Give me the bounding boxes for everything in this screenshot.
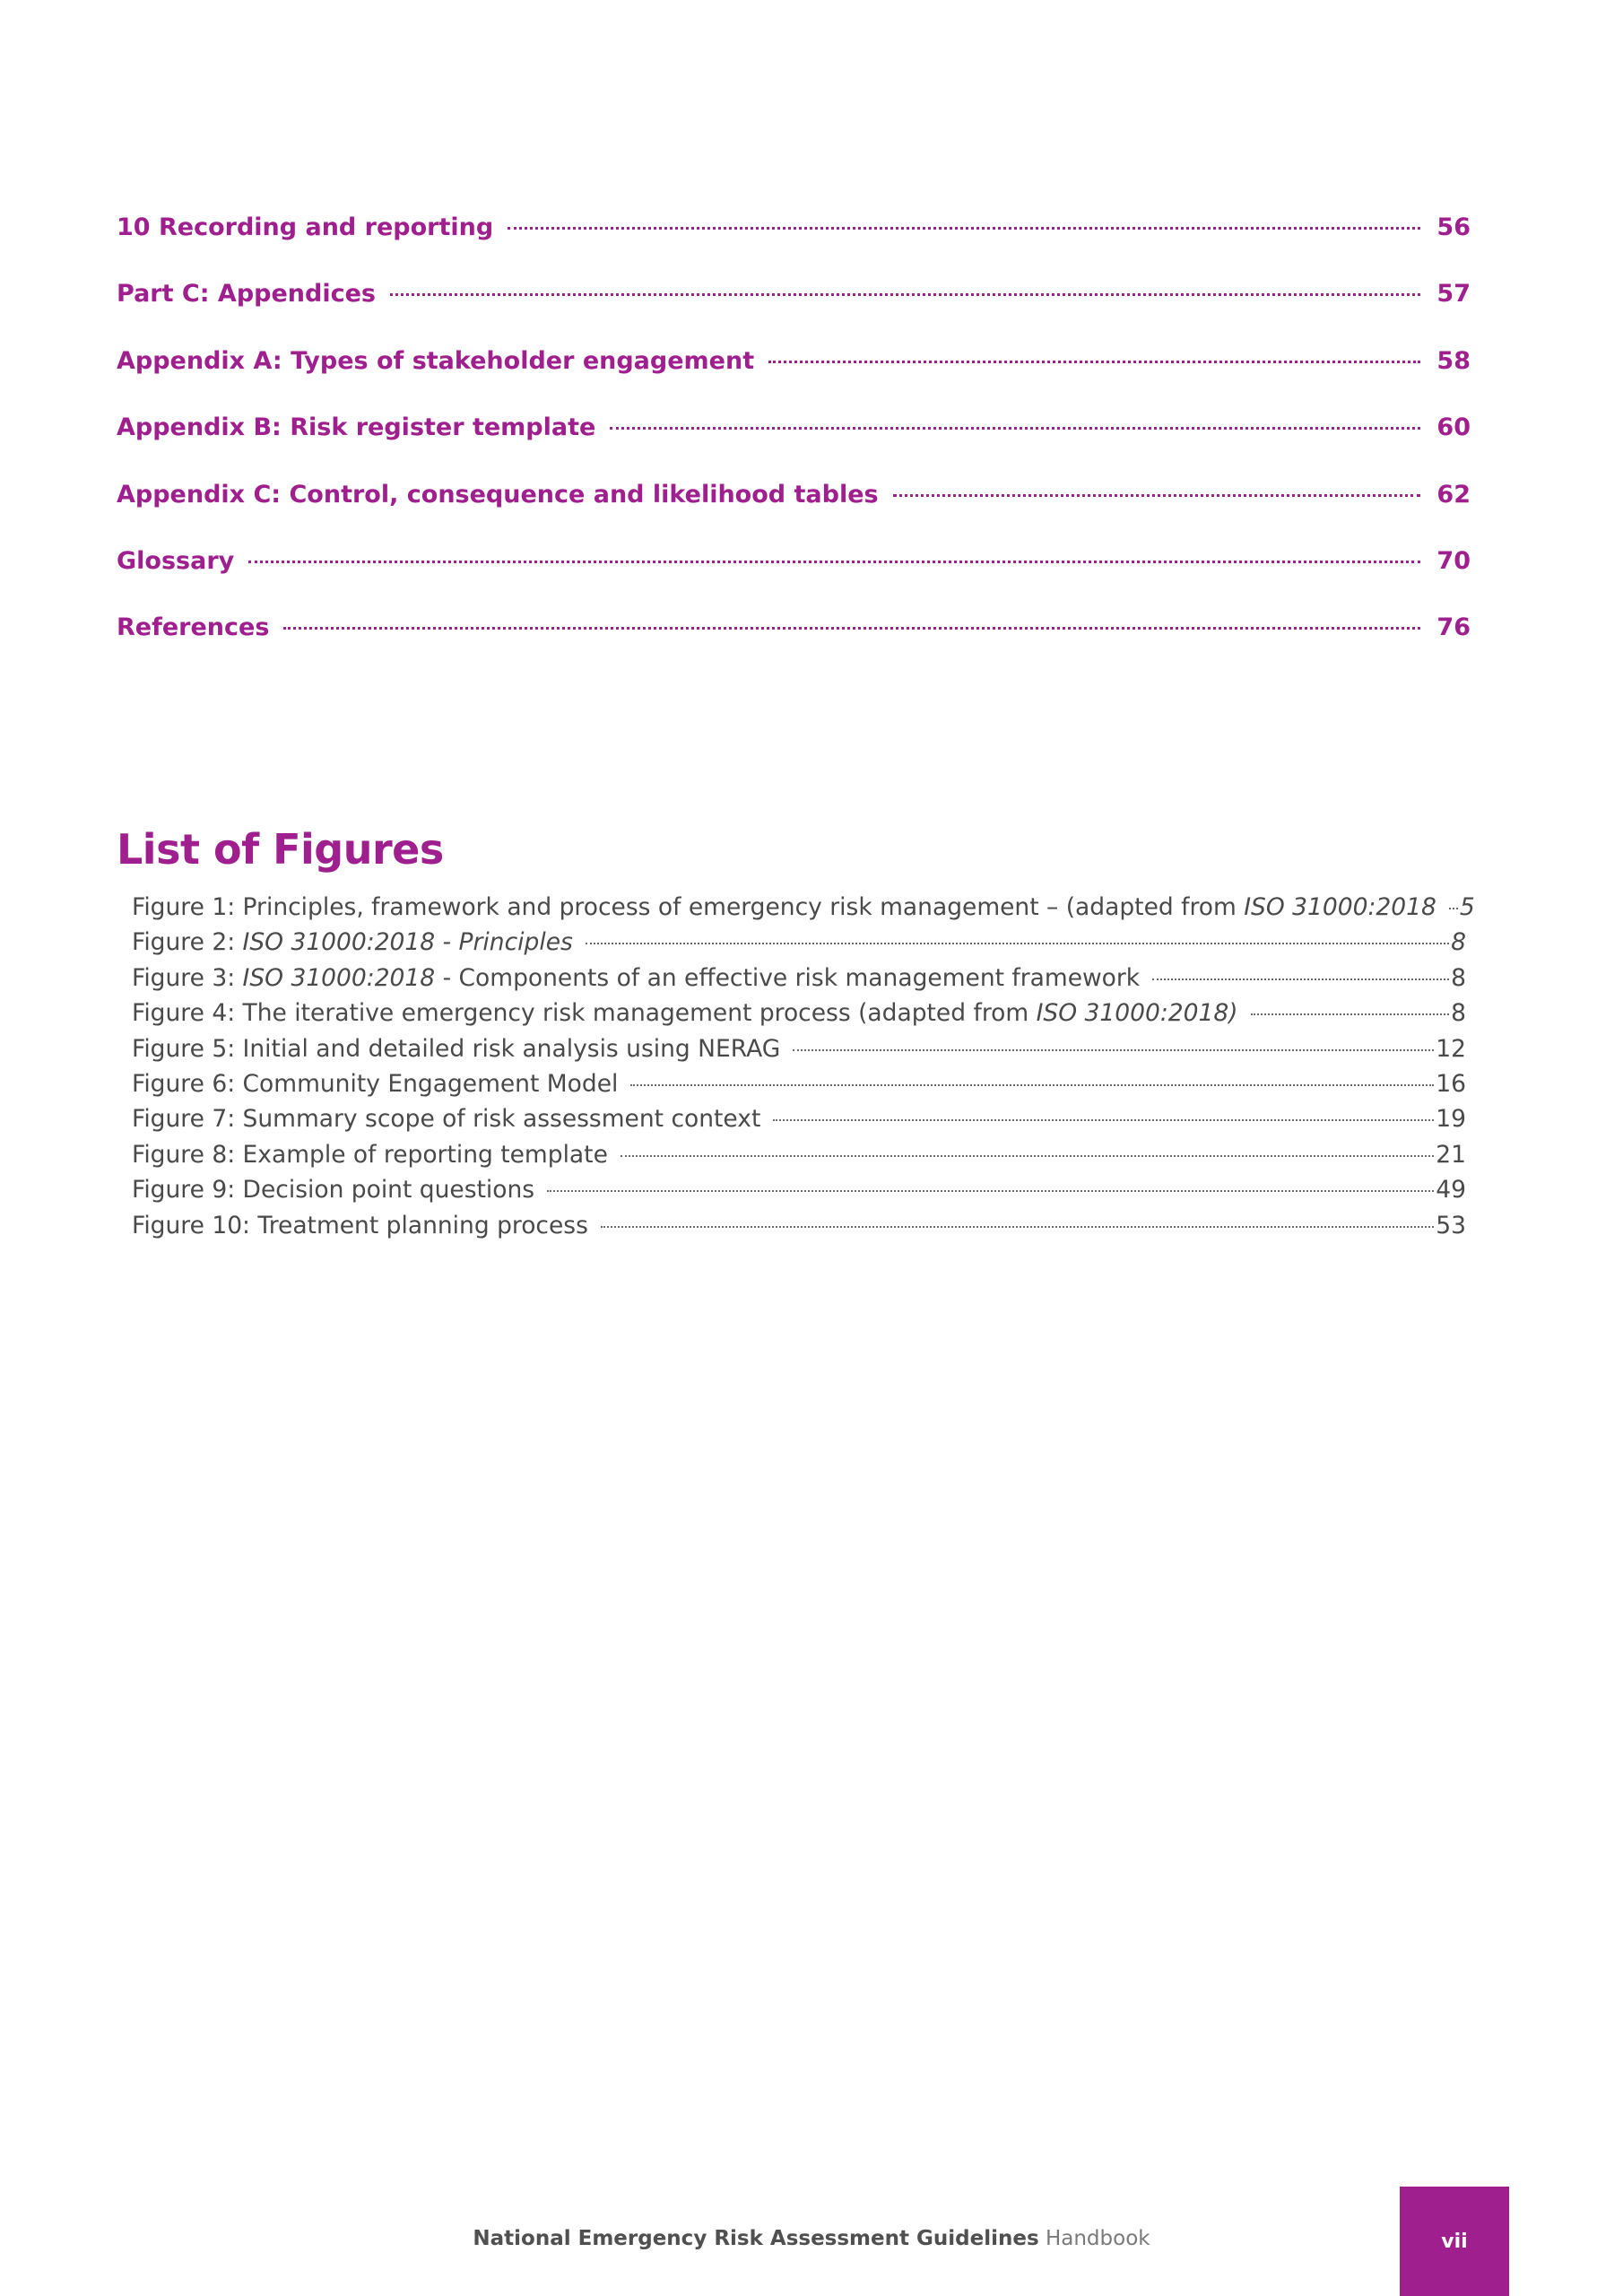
toc-entry-appendix-c[interactable] xyxy=(117,481,1471,547)
figure-entry-page: 8 xyxy=(1451,963,1466,992)
figure-entry-label: Figure 8: Example of reporting template xyxy=(132,1140,608,1169)
figure-entry-7[interactable] xyxy=(132,1105,1466,1140)
figure-entry-5[interactable] xyxy=(132,1035,1466,1070)
dot-leader xyxy=(586,943,1449,944)
table-of-contents xyxy=(117,213,1471,681)
page-number: vii xyxy=(1441,2230,1468,2253)
toc-entry-appendix-b[interactable] xyxy=(117,413,1471,480)
toc-entry-page: 58 xyxy=(1436,346,1471,375)
toc-entry-appendix-a[interactable] xyxy=(117,347,1471,413)
toc-entry-label: 10 Recording and reporting xyxy=(117,213,494,241)
toc-entry-label: Appendix A: Types of stakeholder engagement xyxy=(117,346,755,375)
dot-leader xyxy=(793,1049,1434,1051)
dot-leader xyxy=(283,627,1420,630)
figure-entry-10[interactable] xyxy=(132,1212,1466,1247)
figure-entry-1[interactable] xyxy=(132,893,1475,928)
dot-leader xyxy=(1251,1013,1450,1015)
toc-entry-page: 70 xyxy=(1436,546,1471,575)
figure-entry-6[interactable] xyxy=(132,1070,1466,1105)
footer-title: National Emergency Risk Assessment Guidelines xyxy=(473,2227,1039,2250)
dot-leader xyxy=(1152,978,1449,980)
figure-entry-page: 49 xyxy=(1436,1176,1466,1205)
figure-entry-9[interactable] xyxy=(132,1176,1466,1211)
figure-entry-label: Figure 4: The iterative emergency risk management process (adapted from ISO 31000:2018) xyxy=(132,999,1238,1028)
figure-entry-label: Figure 9: Decision point questions xyxy=(132,1176,535,1205)
dot-leader xyxy=(1449,908,1458,909)
page-number-tab xyxy=(1400,2187,1509,2296)
figure-entry-label: Figure 2: ISO 31000:2018 - Principles xyxy=(132,928,573,957)
figure-entry-2[interactable] xyxy=(132,928,1466,963)
figure-entry-label: Figure 3: ISO 31000:2018 - Components of an effective risk management framework xyxy=(132,963,1141,992)
toc-entry-recording-and-reporting[interactable] xyxy=(117,213,1471,280)
list-of-figures-heading: List of Figures xyxy=(117,825,444,874)
dot-leader xyxy=(390,293,1420,296)
toc-entry-part-c-appendices[interactable] xyxy=(117,280,1471,346)
dot-leader xyxy=(508,227,1420,230)
toc-entry-glossary[interactable] xyxy=(117,547,1471,613)
toc-entry-page: 60 xyxy=(1436,413,1471,442)
footer-subtitle: Handbook xyxy=(1045,2227,1150,2250)
figure-entry-label: Figure 10: Treatment planning process xyxy=(132,1211,588,1239)
toc-entry-label: Appendix C: Control, consequence and likelihood tables xyxy=(117,480,879,509)
dot-leader xyxy=(547,1190,1434,1192)
running-footer xyxy=(0,2227,1623,2250)
figure-entry-label: Figure 1: Principles, framework and process of emergency risk management – (adapted from ISO 31000:2018 xyxy=(132,893,1436,921)
toc-entry-label: Appendix B: Risk register template xyxy=(117,413,596,442)
dot-leader xyxy=(621,1155,1434,1157)
figure-entry-page: 12 xyxy=(1436,1034,1466,1063)
figure-entry-label: Figure 5: Initial and detailed risk analysis using NERAG xyxy=(132,1034,781,1063)
figure-entry-page: 21 xyxy=(1436,1140,1466,1169)
figure-entry-label: Figure 7: Summary scope of risk assessment context xyxy=(132,1105,761,1134)
dot-leader xyxy=(893,494,1420,497)
dot-leader xyxy=(773,1119,1434,1121)
figure-entry-page: 16 xyxy=(1436,1069,1466,1098)
figure-entry-page: 8 xyxy=(1451,999,1466,1028)
figure-entry-4[interactable] xyxy=(132,999,1466,1034)
dot-leader xyxy=(601,1226,1434,1228)
toc-entry-page: 56 xyxy=(1436,213,1471,241)
figure-entry-page: 19 xyxy=(1436,1105,1466,1134)
toc-entry-references[interactable] xyxy=(117,613,1471,680)
figure-entry-label: Figure 6: Community Engagement Model xyxy=(132,1069,619,1098)
toc-entry-label: Part C: Appendices xyxy=(117,280,376,309)
toc-entry-label: References xyxy=(117,613,270,642)
toc-entry-page: 76 xyxy=(1436,613,1471,642)
toc-entry-page: 57 xyxy=(1436,280,1471,309)
dot-leader xyxy=(248,561,1420,563)
figure-entry-8[interactable] xyxy=(132,1141,1466,1176)
toc-entry-page: 62 xyxy=(1436,480,1471,509)
dot-leader xyxy=(610,427,1420,430)
figure-entry-page: 8 xyxy=(1451,928,1466,957)
figure-entry-page: 53 xyxy=(1436,1211,1466,1239)
toc-entry-label: Glossary xyxy=(117,546,235,575)
dot-leader xyxy=(630,1084,1434,1086)
dot-leader xyxy=(768,361,1420,363)
figure-entry-3[interactable] xyxy=(132,964,1466,999)
figure-entry-page: 5 xyxy=(1459,893,1475,921)
list-of-figures xyxy=(132,893,1475,1247)
